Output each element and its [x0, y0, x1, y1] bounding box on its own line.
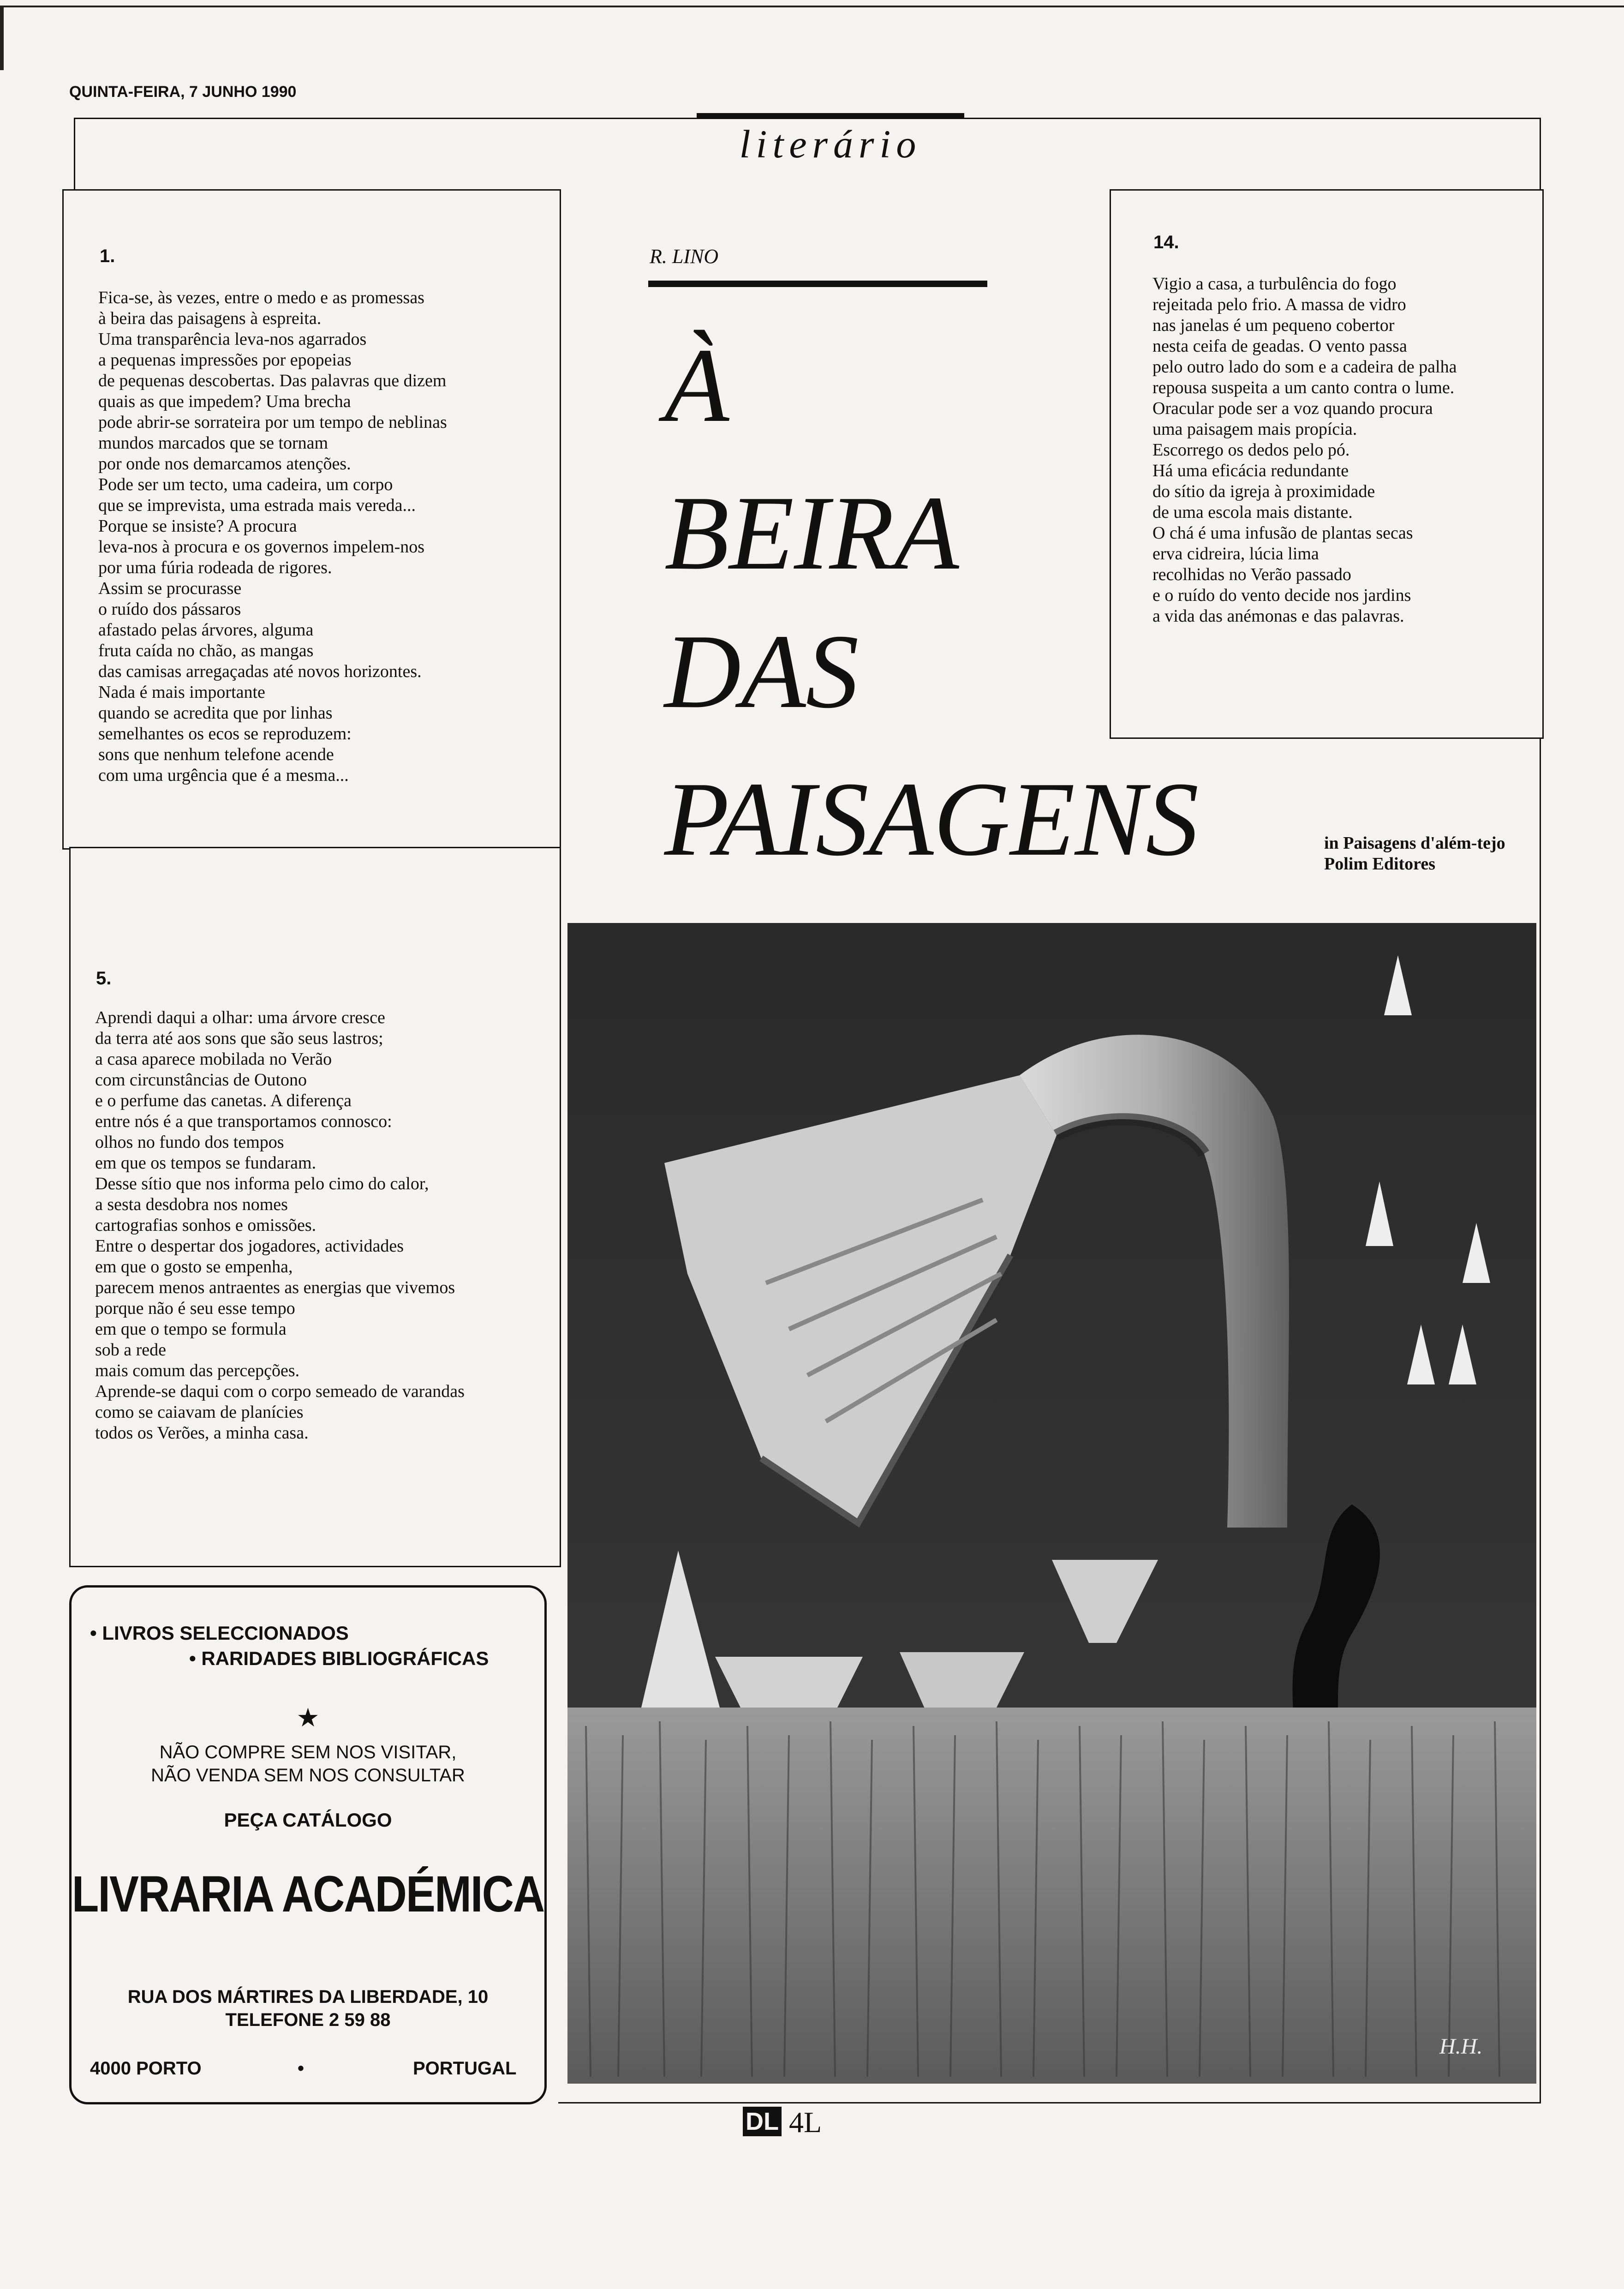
poem-1-box: [62, 189, 561, 850]
ad-bullet-1: • LIVROS SELECCIONADOS: [90, 1622, 349, 1644]
poem-line: Oracular pode ser a voz quando procura: [1152, 399, 1433, 418]
ad-phone: TELEFONE 2 59 88: [225, 2010, 391, 2030]
author-name: R. LINO: [650, 245, 719, 268]
poem-line: Porque se insiste? A procura: [98, 516, 297, 536]
dateline: QUINTA-FEIRA, 7 JUNHO 1990: [69, 83, 297, 101]
poem-line: Assim se procurasse: [98, 579, 242, 598]
poem-5-box: [69, 847, 561, 1567]
poem-line: quais as que impedem? Uma brecha: [98, 392, 351, 411]
poem-line: mundos marcados que se tornam: [98, 433, 328, 453]
poem-line: Vigio a casa, a turbulência do fogo: [1152, 274, 1397, 294]
ad-city: 4000 PORTO: [90, 2058, 202, 2079]
artwork-illustration: [567, 923, 1536, 2084]
poem-line: como se caiavam de planícies: [95, 1402, 304, 1422]
poem-line: uma paisagem mais propícia.: [1152, 419, 1357, 439]
poem-line: à beira das paisagens à espreita.: [98, 309, 322, 328]
ad-tagline-1: NÃO COMPRE SEM NOS VISITAR,: [159, 1742, 457, 1762]
poem-line: mais comum das percepções.: [95, 1361, 300, 1380]
poem-line: Há uma eficácia redundante: [1152, 461, 1349, 480]
ad-catalog: PEÇA CATÁLOGO: [224, 1809, 392, 1831]
title-line-4: PAISAGENS: [664, 760, 1199, 878]
poem-line: O chá é uma infusão de plantas secas: [1152, 523, 1413, 543]
poem-line: a pequenas impressões por epopeias: [98, 350, 352, 370]
grass-field: [567, 1708, 1536, 2084]
poem-line: das camisas arregaçadas até novos horizontes.: [98, 662, 422, 681]
title-line-3: DAS: [664, 612, 859, 730]
credit-line-2: Polim Editores: [1324, 854, 1436, 874]
ad-store-name: LIVRARIA ACADÉMICA: [72, 1865, 544, 1923]
poem-line: da terra até aos sons que são seus lastros;: [95, 1029, 383, 1048]
poem-line: afastado pelas árvores, alguma: [98, 620, 314, 640]
poem-line: em que o gosto se empenha,: [95, 1257, 293, 1276]
poem-line: de pequenas descobertas. Das palavras que dizem: [98, 371, 447, 390]
poem-line: rejeitada pelo frio. A massa de vidro: [1152, 295, 1406, 314]
poem-line: Entre o despertar dos jogadores, actividades: [95, 1236, 404, 1256]
section-title: literário: [739, 122, 922, 166]
poem-line: com circunstâncias de Outono: [95, 1070, 307, 1090]
poem-line: fruta caída no chão, as mangas: [98, 641, 314, 660]
poem-line: Aprende-se daqui com o corpo semeado de varandas: [95, 1382, 465, 1401]
section-rule: [697, 113, 964, 119]
poem-line: todos os Verões, a minha casa.: [95, 1423, 309, 1443]
artwork-svg: [567, 923, 1536, 2084]
poem-line: em que o tempo se formula: [95, 1319, 287, 1339]
footer-rule: [558, 2102, 1541, 2103]
poem-5-number: 5.: [96, 968, 112, 989]
poem-line: de uma escola mais distante.: [1152, 503, 1353, 522]
poem-line: Aprendi daqui a olhar: uma árvore cresce: [95, 1008, 385, 1027]
poem-14-text: [1152, 274, 1457, 627]
poem-line: repousa suspeita a um canto contra o lume.: [1152, 378, 1455, 397]
poem-line: a sesta desdobra nos nomes: [95, 1195, 288, 1214]
poem-line: por uma fúria rodeada de rigores.: [98, 558, 332, 577]
title-line-2: BEIRA: [664, 474, 959, 592]
poem-line: entre nós é a que transportamos connosco:: [95, 1112, 392, 1131]
poem-line: semelhantes os ecos se reproduzem:: [98, 724, 352, 743]
author-rule: [648, 281, 987, 287]
poem-line: pelo outro lado do som e a cadeira de palha: [1152, 357, 1457, 377]
poem-line: e o ruído do vento decide nos jardins: [1152, 586, 1411, 605]
poem-line: o ruído dos pássaros: [98, 599, 241, 619]
poem-line: porque não é seu esse tempo: [95, 1299, 295, 1318]
poem-14-box: [1110, 189, 1544, 739]
poem-line: pode abrir-se sorrateira por um tempo de neblinas: [98, 413, 447, 432]
poem-line: a casa aparece mobilada no Verão: [95, 1049, 332, 1069]
poem-line: em que os tempos se fundaram.: [95, 1153, 316, 1173]
poem-line: parecem menos antraentes as energias que vivemos: [95, 1278, 455, 1297]
footer-page-number: 4L: [789, 2106, 822, 2139]
poem-line: Desse sítio que nos informa pelo cimo do calor,: [95, 1174, 429, 1193]
left-edge-bar: [0, 6, 4, 70]
ad-tagline-2: NÃO VENDA SEM NOS CONSULTAR: [151, 1765, 465, 1786]
poem-line: Nada é mais importante: [98, 683, 265, 702]
poem-5-text: [95, 1007, 465, 1444]
poem-line: e o perfume das canetas. A diferença: [95, 1091, 352, 1110]
poem-line: com uma urgência que é a mesma...: [98, 766, 349, 785]
poem-line: por onde nos demarcamos atenções.: [98, 454, 351, 473]
poem-line: sob a rede: [95, 1340, 167, 1360]
poem-line: quando se acredita que por linhas: [98, 703, 333, 723]
poem-14-number: 14.: [1153, 232, 1179, 252]
poem-1-number: 1.: [100, 246, 115, 266]
poem-line: erva cidreira, lúcia lima: [1152, 544, 1319, 563]
poem-line: olhos no fundo dos tempos: [95, 1133, 284, 1152]
top-rule: [0, 6, 1624, 7]
poem-line: Uma transparência leva-nos agarrados: [98, 330, 367, 349]
ad-country: PORTUGAL: [413, 2058, 517, 2079]
star-icon: ★: [296, 1704, 320, 1732]
poem-line: do sítio da igreja à proximidade: [1152, 482, 1375, 501]
frame-left-line: [74, 118, 75, 192]
title-line-1: À: [664, 326, 729, 444]
footer-logo: DL: [743, 2107, 782, 2136]
poem-line: nas janelas é um pequeno cobertor: [1152, 316, 1395, 335]
ad-separator: •: [298, 2058, 304, 2079]
poem-line: cartografias sonhos e omissões.: [95, 1216, 316, 1235]
credit-line-1: in Paisagens d'além-tejo: [1324, 833, 1505, 853]
poem-line: recolhidas no Verão passado: [1152, 565, 1351, 584]
poem-line: Escorrego os dedos pelo pó.: [1152, 440, 1350, 460]
poem-line: nesta ceifa de geadas. O vento passa: [1152, 336, 1407, 356]
poem-line: Pode ser um tecto, uma cadeira, um corpo: [98, 475, 393, 494]
poem-line: a vida das anémonas e das palavras.: [1152, 606, 1404, 626]
poem-line: que se imprevista, uma estrada mais vereda...: [98, 496, 416, 515]
artwork-signature: H.H.: [1439, 2034, 1483, 2059]
poem-line: leva-nos à procura e os governos impelem-nos: [98, 537, 425, 557]
livraria-ad: [69, 1585, 547, 2104]
ad-address: RUA DOS MÁRTIRES DA LIBERDADE, 10: [127, 1987, 489, 2007]
poem-1-text: [98, 288, 447, 786]
poem-line: sons que nenhum telefone acende: [98, 745, 334, 764]
ad-bullet-2: • RARIDADES BIBLIOGRÁFICAS: [189, 1648, 489, 1669]
poem-line: Fica-se, às vezes, entre o medo e as promessas: [98, 288, 424, 307]
